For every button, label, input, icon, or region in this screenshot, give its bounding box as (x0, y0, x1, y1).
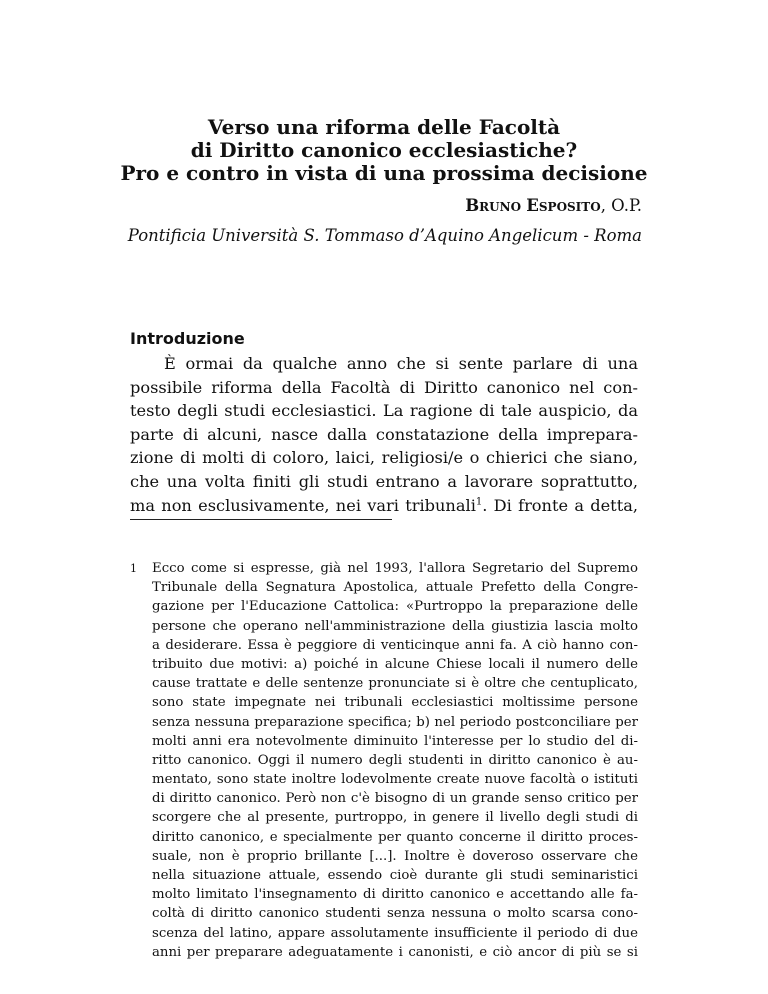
footnote-line: tribuito due motivi: a) poiché in alcune Chiese locali il numero delle (152, 656, 638, 672)
footnote-reference[interactable]: 1 (475, 496, 483, 508)
author-order: , O.P. (600, 196, 642, 215)
body-line: parte di alcuni, nasce dalla constatazione della imprepara- (130, 424, 638, 444)
footnote-line: Tribunale della Segnatura Apostolica, attuale Prefetto della Congre- (152, 580, 638, 596)
footnote (130, 559, 638, 962)
footnote-body (152, 559, 638, 962)
article-title (100, 116, 668, 185)
body-text-segment: ma non esclusivamente, nei vari tribunali (130, 495, 476, 515)
title-line-3: Pro e contro in vista di una prossima decisione (120, 161, 648, 185)
body-text-segment: . Di fronte a detta, (482, 495, 638, 515)
body-paragraph (130, 352, 638, 517)
body-line: possibile riforma della Facoltà di Diritto canonico nel con- (130, 377, 638, 397)
footnote-number: 1 (130, 562, 137, 575)
footnote-line: molti anni era notevolmente diminuito l'interesse per lo studio del di- (152, 733, 638, 749)
footnote-line: Ecco come si espresse, già nel 1993, l'allora Segretario del Supremo (152, 561, 638, 576)
title-line-1: Verso una riforma delle Facoltà (207, 115, 561, 139)
footnote-line: anni per preparare adeguatamente i canonisti, e ciò ancor di più se si (152, 944, 638, 960)
footnote-line: scorgere che al presente, purtroppo, in genere il livello degli studi di (152, 810, 638, 826)
author-last-name: Esposito (526, 196, 601, 215)
body-line: testo degli studi ecclesiastici. La ragione di tale auspicio, da (130, 401, 638, 421)
body-line: zione di molti di coloro, laici, religiosi/e o chierici che siano, (130, 448, 638, 468)
author-line (465, 196, 642, 215)
footnote-line: scenza del latino, appare assolutamente insufficiente il periodo di due (152, 925, 638, 941)
body-line: che una volta finiti gli studi entrano a lavorare soprattutto, (130, 471, 638, 491)
section-heading: Introduzione (130, 329, 245, 348)
title-line-2: di Diritto canonico ecclesiastiche? (190, 138, 578, 162)
author-affiliation: Pontificia Università S. Tommaso d’Aquino Angelicum - Roma (127, 226, 642, 245)
footnote-line: cause trattate e delle sentenze pronunciate si è oltre che centuplicato, (152, 676, 638, 692)
footnote-line: persone che operano nell'amministrazione della giustizia lascia molto (152, 618, 638, 634)
body-line: È ormai da qualche anno che si sente parlare di una (164, 354, 638, 373)
footnote-separator (130, 519, 392, 520)
footnote-line: gazione per l'Educazione Cattolica: «Purtroppo la preparazione delle (152, 599, 638, 615)
footnote-line: ritto canonico. Oggi il numero degli studenti in diritto canonico è au- (152, 752, 638, 768)
footnote-line: mentato, sono state inoltre lodevolmente create nuove facoltà o istituti (152, 772, 638, 788)
footnote-line: sono state impegnate nei tribunali ecclesiastici moltissime persone (152, 695, 638, 711)
footnote-line: molto limitato l'insegnamento di diritto canonico e accettando alle fa- (152, 887, 638, 903)
author-first-name: Bruno (465, 196, 522, 215)
footnote-line: di diritto canonico. Però non c'è bisogno di un grande senso critico per (152, 791, 638, 807)
footnote-line: a desiderare. Essa è peggiore di venticinque anni fa. A ciò hanno con- (152, 637, 638, 653)
footnote-line: suale, non è proprio brillante [...]. Inoltre è doveroso osservare che (152, 848, 638, 864)
footnote-line: coltà di diritto canonico studenti senza nessuna o molto scarsa cono- (152, 906, 638, 922)
footnote-line: senza nessuna preparazione specifica; b) nel periodo postconciliare per (152, 714, 638, 730)
body-line-last (130, 494, 638, 518)
footnote-line: diritto canonico, e specialmente per quanto concerne il diritto proces- (152, 829, 638, 845)
footnote-line: nella situazione attuale, essendo cioè durante gli studi seminaristici (152, 868, 638, 883)
